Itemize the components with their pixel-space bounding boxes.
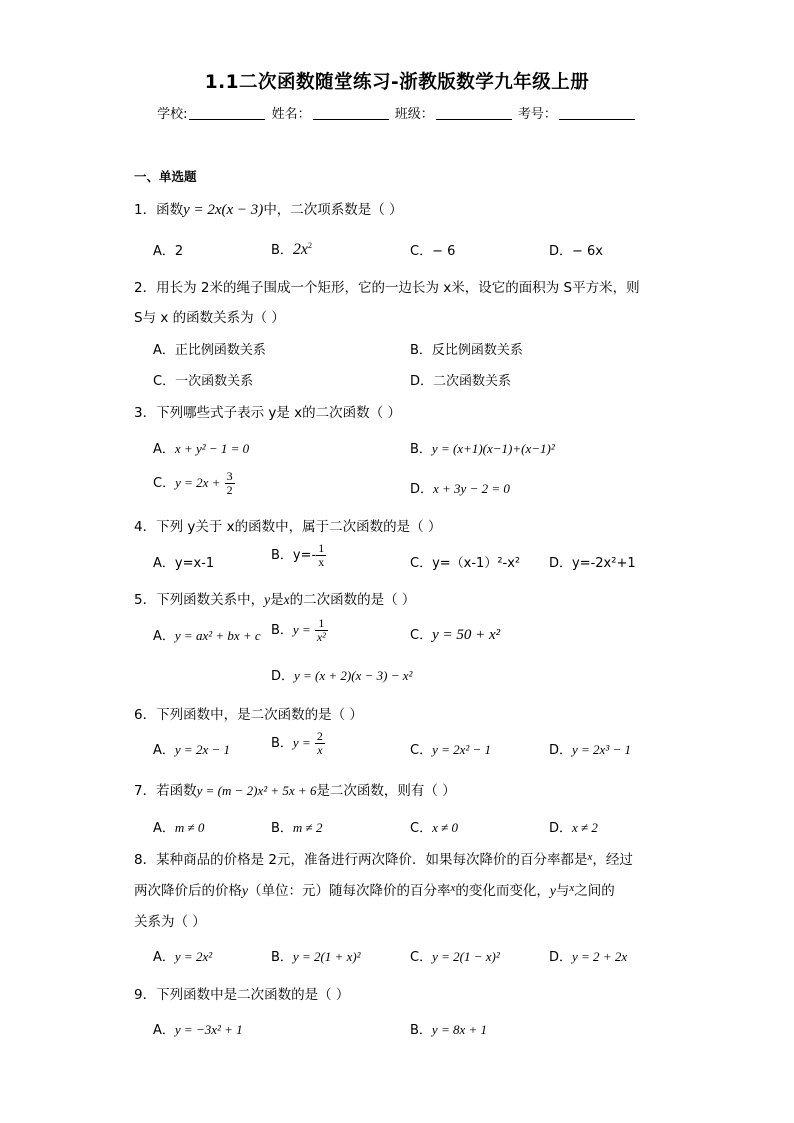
option-c[interactable]: C．y = 2x² − 1 [410,742,492,758]
option-c[interactable]: C．一次函数关系 [153,374,254,389]
question-number: 8． [134,852,157,868]
option-b[interactable]: B．y = $\frac{1}{\text{x²}}$ [271,616,326,644]
exam-no-blank[interactable] [559,105,635,120]
option-a[interactable]: A．y = ax² + bx + c [153,628,261,644]
option-c[interactable]: C．x ≠ 0 [410,820,458,836]
option-b[interactable]: B．m ≠ 2 [271,820,323,836]
option-a[interactable]: A．m ≠ 0 [153,820,205,836]
option-d[interactable]: D．x + 3y − 2 = 0 [410,481,510,497]
question-number: 5． [134,592,157,608]
question-text: 函数 [156,202,184,218]
question-2 [134,276,640,296]
fraction: $\frac{1}{\text{x²}}$ [316,616,326,644]
question-number: 4． [134,519,157,535]
option-b[interactable]: B．y = (x+1)(x−1)+(x−1)² [410,441,555,457]
school-label: 学校: [157,107,188,122]
question-text: 下列哪些式子表示 y是 x的二次函数（ ） [156,405,401,421]
question-6 [134,703,363,723]
option-a[interactable]: A．x + y² − 1 = 0 [153,441,250,457]
class-blank[interactable] [436,105,512,120]
question-text: 用长为 2米的绳子围成一个矩形，它的一边长为 x米，设它的面积为 S平方米，则 [156,280,640,296]
option-c[interactable]: C．y=（x-1）²-x² [410,556,521,571]
exam-no-label: 考号： [517,107,557,122]
student-info-line [0,103,794,122]
fraction: $\frac{1}{x}$ [318,541,325,569]
option-b[interactable]: B．y = 2(1 + x)² [271,949,361,965]
question-number: 6． [134,707,157,723]
question-8-line-3: 关系为（ ） [134,914,206,930]
option-a[interactable]: A．y = 2x − 1 [153,742,230,758]
question-number: 3． [134,405,157,421]
option-d[interactable]: D．y = 2 + 2x [549,949,628,965]
question-5: 5．下列函数关系中，y是x的二次函数的是（ ） [134,592,416,608]
math-expression: y = 2x(x − 3) [183,202,264,218]
option-a[interactable]: A．y = −3x² + 1 [153,1022,243,1038]
question-4 [134,515,441,535]
option-a[interactable]: A．正比例函数关系 [153,343,266,358]
question-number: 7． [134,783,157,799]
question-8: 8．某种商品的价格是 2元，准备进行两次降价．如果每次降价的百分率都是$^x$，经过 [134,851,633,868]
question-text: 中，二次项系数是（ ） [263,202,403,218]
name-blank[interactable] [313,105,389,120]
option-b[interactable]: B．$2x^2$ [271,241,313,258]
option-c[interactable]: C．y = 2x + $\frac{3}{2}$ [153,469,233,497]
question-9 [134,983,349,1003]
option-a[interactable]: A．2 [153,244,184,259]
question-text: 下列函数中是二次函数的是（ ） [156,987,350,1003]
option-b[interactable]: B．y = $\frac{2}{x}$ [271,729,323,757]
question-text: 是二次函数，则有（ ） [316,783,456,799]
option-d[interactable]: D．y = (x + 2)(x − 3) − x² [271,668,413,684]
question-text: 下列 y关于 x的函数中，属于二次函数的是（ ） [156,519,442,535]
question-8-line-2: 两次降价后的价格y（单位：元）随每次降价的百分率$^x$的变化而变化，y与$^x$之间的 [134,882,615,899]
question-1 [134,198,403,219]
question-3 [134,401,401,421]
option-c[interactable]: C．− 6 [410,244,456,259]
option-d[interactable]: D．二次函数关系 [410,374,512,389]
option-d[interactable]: D．− 6x [549,244,603,259]
question-text: 若函数 [156,783,197,799]
option-b[interactable]: B．y=- $\frac{1}{x}$ [271,541,325,569]
name-label: 姓名： [271,107,311,122]
question-number: 1． [134,202,157,218]
question-text: 某种商品的价格是 2元，准备进行两次降价．如果每次降价的百分率都是 [156,852,588,868]
math-expression: y = (m − 2)x² + 5x + 6 [196,783,317,798]
option-b[interactable]: B．y = 8x + 1 [410,1022,488,1038]
question-text: 下列函数中，是二次函数的是（ ） [156,707,363,723]
question-number: 9． [134,987,157,1003]
question-2-line-2: S与 x 的函数关系为（ ） [134,310,285,326]
option-d[interactable]: D．x ≠ 2 [549,820,598,836]
option-c[interactable]: C．y = 50 + x² [410,627,501,643]
question-text: 下列函数关系中， [156,592,265,608]
fraction: $\frac{3}{2}$ [226,469,233,497]
option-d[interactable]: D．y=-2x²+1 [549,556,636,571]
school-blank[interactable] [189,105,265,120]
section-title: 一、单选题 [134,169,197,184]
page-title: 1.1二次函数随堂练习-浙教版数学九年级上册 [204,72,590,93]
option-a[interactable]: A．y=x-1 [153,556,215,571]
option-c[interactable]: C．y = 2(1 − x)² [410,949,500,965]
option-b[interactable]: B．反比例函数关系 [410,343,523,358]
option-d[interactable]: D．y = 2x³ − 1 [549,742,631,758]
fraction: $\frac{2}{x}$ [316,729,323,757]
question-number: 2． [134,280,157,296]
option-a[interactable]: A．y = 2x² [153,949,213,965]
class-label: 班级： [394,107,434,122]
question-7 [134,779,456,799]
